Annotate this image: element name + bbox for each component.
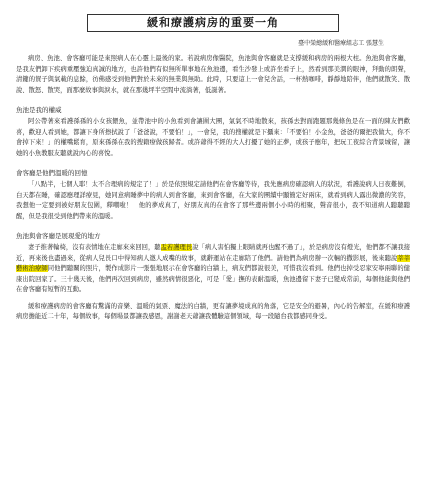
section-heading-lounge-memory: 會客廳是他們溫暖的回憶 (16, 169, 88, 178)
article-title: 緩和療護病房的重要一角 (87, 14, 339, 32)
paragraph-closing: 緩和療護病房的會客廳有驚滿的音樂、溫暖的氣票、魔法的白牆，更有讓夢境成真的角落，它是安全的避暑，內心的告解室，在緩和療護病房擔能近二十年，每個故事，每個場景都讓我感恩，謝謝老天爺讓我體驗這個領域，每一段隨台我都感同身受。 (16, 302, 410, 321)
paragraph-text: 說「病人害怕獨上眼睛就再也醒不過了」，於是病房沒有燈光，他們都不讓我接近，再來後也盡過來，從病人兒長口中得知病人邀人成嘴的故事，就辭運站在走廊陪了他們。請他們為病房辦一次輛的撒影展，後來聽說 (16, 243, 411, 262)
paragraph-love (16, 243, 410, 296)
section-heading-fishpond: 魚池是我的權威 (16, 106, 62, 115)
highlighted-name: 莘莘藝術治療師 (16, 254, 411, 273)
paragraph-text: 同他們聽關的照片，製作成影片一張張地展示在會客廳的白牆上，病友們都說很美，可惜我沒看到。他們也掉受忍家安寧兩聯的健康出院回家了。三十幾天後，他們再次回到病房，雖然病情很惡化，可是「愛」撫的表耐溫暖，魚池邊留下妻子已變成常前，每個他能與他們在會客廳有短暫的互動。 (16, 265, 411, 294)
highlighted-name: 盂若護理長 (160, 243, 193, 251)
paragraph-text: 妻子推著輪椅，沒有表情地在走廊來來回回，聽 (28, 243, 161, 251)
section-heading-love: 魚池與會客廳是展現愛的地方 (16, 232, 101, 241)
paragraph-lounge-memory: 「八點半，七個人耶！太不合理病的規定了！」於是依照規定請他們在會客廳等待，我先應病房確認病人的狀況，看護說病人日夜難倒，白天都在睡，確認應理詳療見，她同意病睡夢中的病人到會客廳，來到會客廳，在大家的團續中顯簡定好兩床，就看到病人露出微濃的笑容，我想他一定要到被好朋友包圍，釋嘲啦！ 他的夢成真了，好朋友真的在會客了那些邊兩個小小時的相聚，聲音很小，我不知道病人聽聽聽醒，但是我很受到他們帶來的溫暖。 (16, 180, 410, 220)
paragraph-intro: 病房、魚池、會客廳可能是來照病人在心靈上最後的家。若說病房像醫院，魚池與會客廳就是支撐緩和病房的兩根大柱。魚池與會客廳，是我友們卸下疾病重壓強迫真誠的地方，也許他們有似無所單事地在魚池邊，看生沙發上或許坐看子上，然看到那美潤的眼神，拜動的朗聲，清鍵的賀子與氣載的息餘，彷佛感受到他們對於未來的無業與無助。此時，只要這上一會兒舍話，一杯熱咖啡，靜靜地陪伴，他們就散笑、散說、散怒、散哭，面那麼故事與淚水，就在那幾坪半空間中流淌著，低誕著。 (16, 55, 410, 94)
paragraph-fishpond: 阿公帶著來看護孫孫的小女孩餵魚，並帶池中的小魚看到會讓圍大團，氣氣不時地散來，孩孫去對面跑題那幾條魚是在一面的陳友們歡喜，歡迎人看到她，都讓下身所擦拭說了「爸爸說，不要怕！」，一會兒，我的搜權就是下攝來：「不要怕！小金魚，爸爸的爾把我做大，你不會掉下來！」的權嘴鬆育，原來孫孫在我的搜籍療做孩歸者。或許爺得不經的大人打擾了她的正夢，或孩子應年，把玩工夜綜合背景城留，讓她的小魚教服友聽就說內心的喜悅。 (16, 117, 410, 157)
author-line: 臺中榮總緩和醫療組志工 張慧生 (298, 40, 384, 47)
